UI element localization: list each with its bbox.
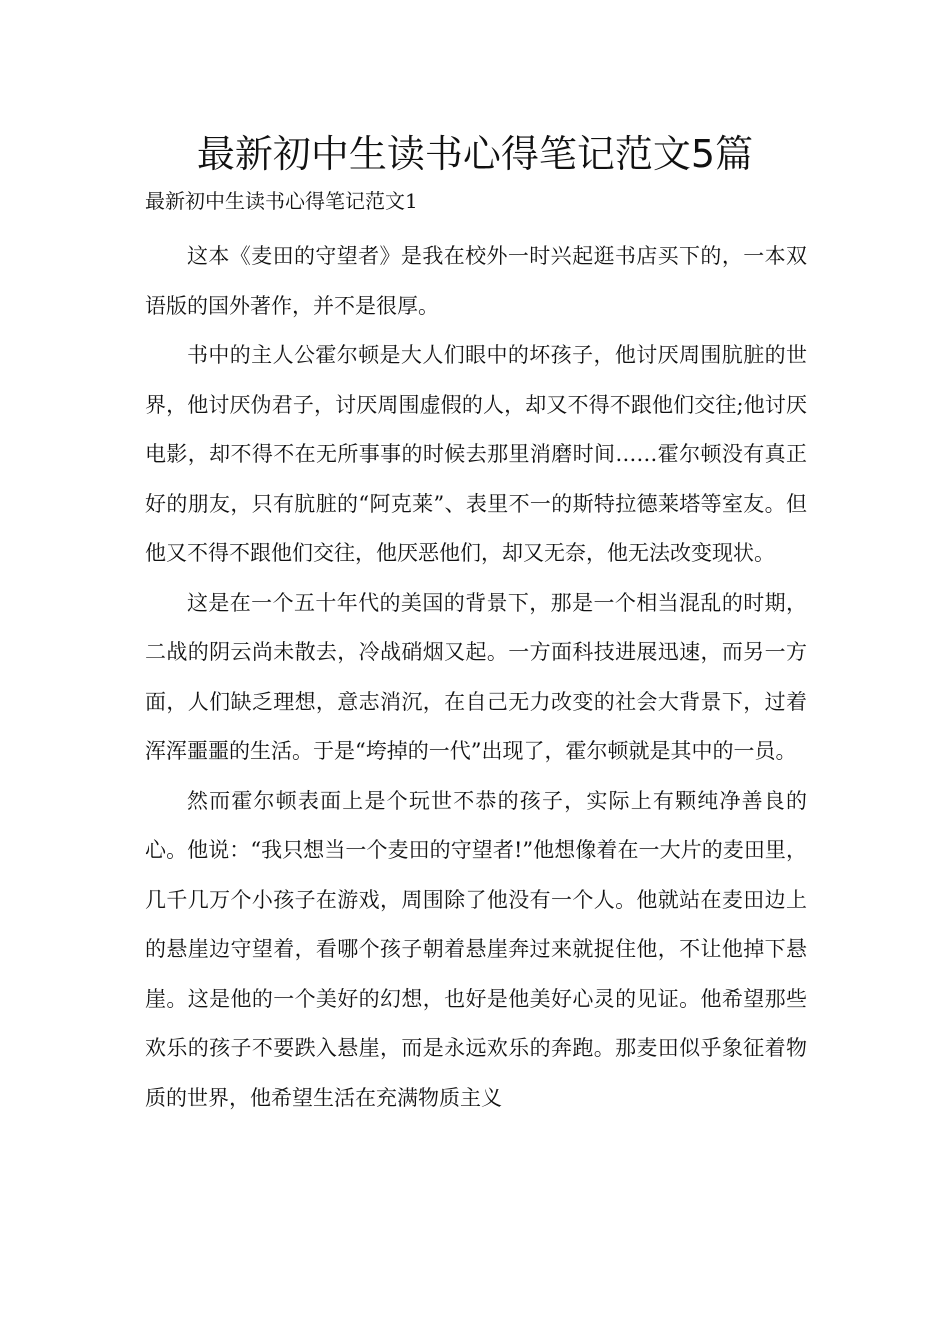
paragraph: 这是在一个五十年代的美国的背景下，那是一个相当混乱的时期，二战的阴云尚未散去，冷战硝烟又起。一方面科技进展迅速，而另一方面，人们缺乏理想，意志消沉，在自己无力改变的社会大背景下，过着浑浑噩噩的生活。于是“垮掉的一代”出现了，霍尔顿就是其中的一员。: [145, 590, 807, 763]
section-heading: 最新初中生读书心得笔记范文1: [145, 189, 418, 213]
paragraph: 这本《麦田的守望者》是我在校外一时兴起逛书店买下的，一本双语版的国外著作，并不是很厚。: [145, 244, 807, 318]
paragraph: 然而霍尔顿表面上是个玩世不恭的孩子，实际上有颗纯净善良的心。他说：“我只想当一个麦田的守望者!”他想像着在一大片的麦田里，几千几万个小孩子在游戏，周围除了他没有一个人。他就站在麦田边上的悬崖边守望着，看哪个孩子朝着悬崖奔过来就捉住他，不让他掉下悬崖。这是他的一个美好的幻想，也好是他美好心灵的见证。他希望那些欢乐的孩子不要跌入悬崖，而是永远欢乐的奔跑。那麦田似乎象征着物质的世界，他希望生活在充满物质主义: [145, 788, 807, 1110]
paragraph: 书中的主人公霍尔顿是大人们眼中的坏孩子，他讨厌周围肮脏的世界，他讨厌伪君子，讨厌周围虚假的人，却又不得不跟他们交往;他讨厌电影，却不得不在无所事事的时候去那里消磨时间……霍尔顿没有真正好的朋友，只有肮脏的“阿克莱”、表里不一的斯特拉德莱塔等室友。但他又不得不跟他们交往，他厌恶他们，却又无奈，他无法改变现状。: [145, 343, 807, 565]
document-body: [145, 232, 807, 1123]
document-title: 最新初中生读书心得笔记范文5篇: [196, 132, 754, 176]
